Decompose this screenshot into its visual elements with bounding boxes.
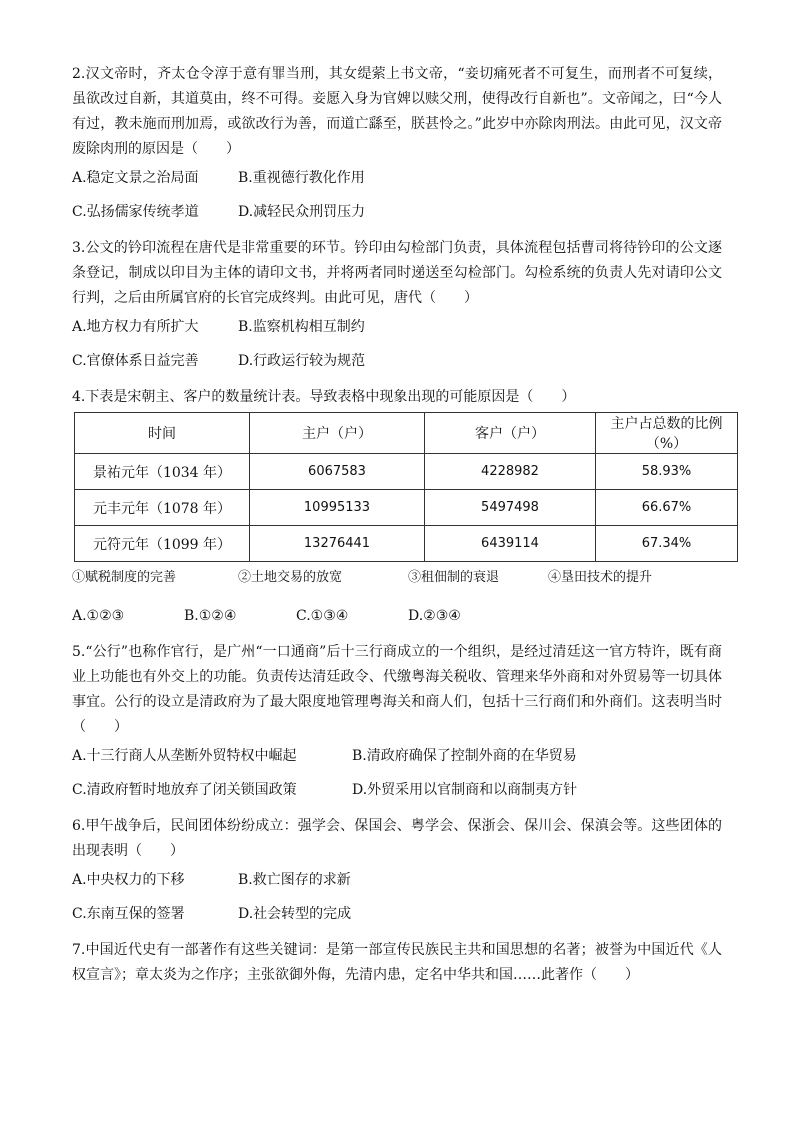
- q6-option-c[interactable]: C.东南互保的签署: [72, 906, 185, 922]
- table-row: [75, 526, 738, 562]
- q5-option-b[interactable]: B.清政府确保了控制外商的在华贸易: [352, 748, 577, 764]
- household-table: [74, 412, 738, 562]
- table-header-cell: 主户（户）: [250, 413, 425, 454]
- table-cell: 元丰元年（1078 年）: [75, 490, 250, 526]
- table-header-cell: 时间: [75, 413, 250, 454]
- q3-option-d[interactable]: D.行政运行较为规范: [238, 353, 366, 369]
- q3-option-c[interactable]: C.官僚体系日益完善: [72, 353, 199, 369]
- exam-page: [72, 62, 722, 994]
- table-cell: 58.93%: [596, 454, 738, 490]
- table-cell: 元符元年（1099 年）: [75, 526, 250, 562]
- table-header-cell: 客户（户）: [425, 413, 596, 454]
- q3-option-b[interactable]: B.监察机构相互制约: [238, 319, 365, 335]
- q6-option-b[interactable]: B.救亡图存的求新: [238, 872, 351, 888]
- table-cell: 13276441: [250, 526, 425, 562]
- q4-statement-4: ④垦田技术的提升: [548, 570, 653, 585]
- question-4-options-row: [72, 606, 722, 640]
- question-3-options-row-1: [72, 317, 722, 351]
- question-7-stem: 7.中国近代史有一部著作有这些关键词：是第一部宣传民族民主共和国思想的名著；被誉为中国近代《人权宣言》；章太炎为之作序；主张欲御外侮，先清内患，定名中华共和国……此著作（ ）: [72, 942, 722, 983]
- q2-option-a[interactable]: A.稳定文景之治局面: [72, 170, 199, 186]
- table-cell: 景祐元年（1034 年）: [75, 454, 250, 490]
- q4-option-b[interactable]: B.①②④: [184, 608, 237, 624]
- q3-option-a[interactable]: A.地方权力有所扩大: [72, 319, 199, 335]
- q2-option-c[interactable]: C.弘扬儒家传统孝道: [72, 204, 199, 220]
- q6-option-d[interactable]: D.社会转型的完成: [238, 906, 352, 922]
- table-header-row: [75, 413, 738, 454]
- q6-option-a[interactable]: A.中央权力的下移: [72, 872, 185, 888]
- question-2-stem: 2.汉文帝时，齐太仓令淳于意有罪当刑，其女缇萦上书文帝，“妾切痛死者不可复生，而刑者不可复续，虽欲改过自新，其道莫由，终不可得。妾愿入身为官婢以赎父刑，使得改行自新也”。文帝闻之，曰“今人有过，教未施而刑加焉，或欲改行为善，而道亡繇至，朕甚怜之。”此岁中亦除肉刑法。由此可见，汉文帝废除肉刑的原因是（ ）: [72, 66, 722, 157]
- q2-option-d[interactable]: D.减轻民众刑罚压力: [238, 204, 366, 220]
- table-cell: 66.67%: [596, 490, 738, 526]
- question-3-options-row-2: [72, 351, 722, 385]
- question-3-stem: 3.公文的钤印流程在唐代是非常重要的环节。钤印由勾检部门负责，具体流程包括曹司将待钤印的公文逐条登记，制成以印目为主体的请印文书，并将两者同时递送至勾检部门。勾检系统的负责人先对请印公文行判，之后由所属官府的长官完成终判。由此可见，唐代（ ）: [72, 240, 722, 306]
- table-row: [75, 490, 738, 526]
- table-cell: 6439114: [425, 526, 596, 562]
- q4-statement-2: ②土地交易的放宽: [238, 570, 343, 585]
- table-cell: 4228982: [425, 454, 596, 490]
- q4-option-d[interactable]: D.②③④: [408, 608, 461, 624]
- table-cell: 5497498: [425, 490, 596, 526]
- question-6-stem: 6.甲午战争后，民间团体纷纷成立：强学会、保国会、粤学会、保浙会、保川会、保滇会等。这些团体的出现表明（ ）: [72, 818, 722, 859]
- table-cell: 6067583: [250, 454, 425, 490]
- q4-option-a[interactable]: A.①②③: [72, 608, 125, 624]
- question-6-options-row-1: [72, 870, 722, 904]
- question-2-options-row-2: [72, 202, 722, 236]
- question-4-stem: 4.下表是宋朝主、客户的数量统计表。导致表格中现象出现的可能原因是（ ）: [72, 389, 576, 405]
- question-5-options-row-1: [72, 746, 722, 780]
- q5-option-c[interactable]: C.清政府暂时地放弃了闭关锁国政策: [72, 782, 297, 798]
- table-header-cell: 主户占总数的比例（%）: [596, 413, 738, 454]
- q4-statement-1: ①赋税制度的完善: [72, 570, 177, 585]
- q5-option-a[interactable]: A.十三行商人从垄断外贸特权中崛起: [72, 748, 297, 764]
- question-6-options-row-2: [72, 904, 722, 938]
- question-2-options-row-1: [72, 168, 722, 202]
- q4-option-c[interactable]: C.①③④: [296, 608, 349, 624]
- table-cell: 67.34%: [596, 526, 738, 562]
- q2-option-b[interactable]: B.重视德行教化作用: [238, 170, 365, 186]
- question-4-statements: [72, 566, 722, 606]
- table-row: [75, 454, 738, 490]
- table-cell: 10995133: [250, 490, 425, 526]
- q4-statement-3: ③租佃制的衰退: [408, 570, 500, 585]
- question-5-options-row-2: [72, 780, 722, 814]
- q5-option-d[interactable]: D.外贸采用以官制商和以商制夷方针: [352, 782, 578, 798]
- question-5-stem: 5.“公行”也称作官行，是广州“一口通商”后十三行商成立的一个组织，是经过清廷这一官方特许，既有商业上功能也有外交上的功能。负责传达清廷政令、代缴粤海关税收、管理来华外商和对外贸易等一切具体事宜。公行的设立是清政府为了最大限度地管理粤海关和商人们，包括十三行商们和外商们。这表明当时（ ）: [72, 644, 722, 735]
